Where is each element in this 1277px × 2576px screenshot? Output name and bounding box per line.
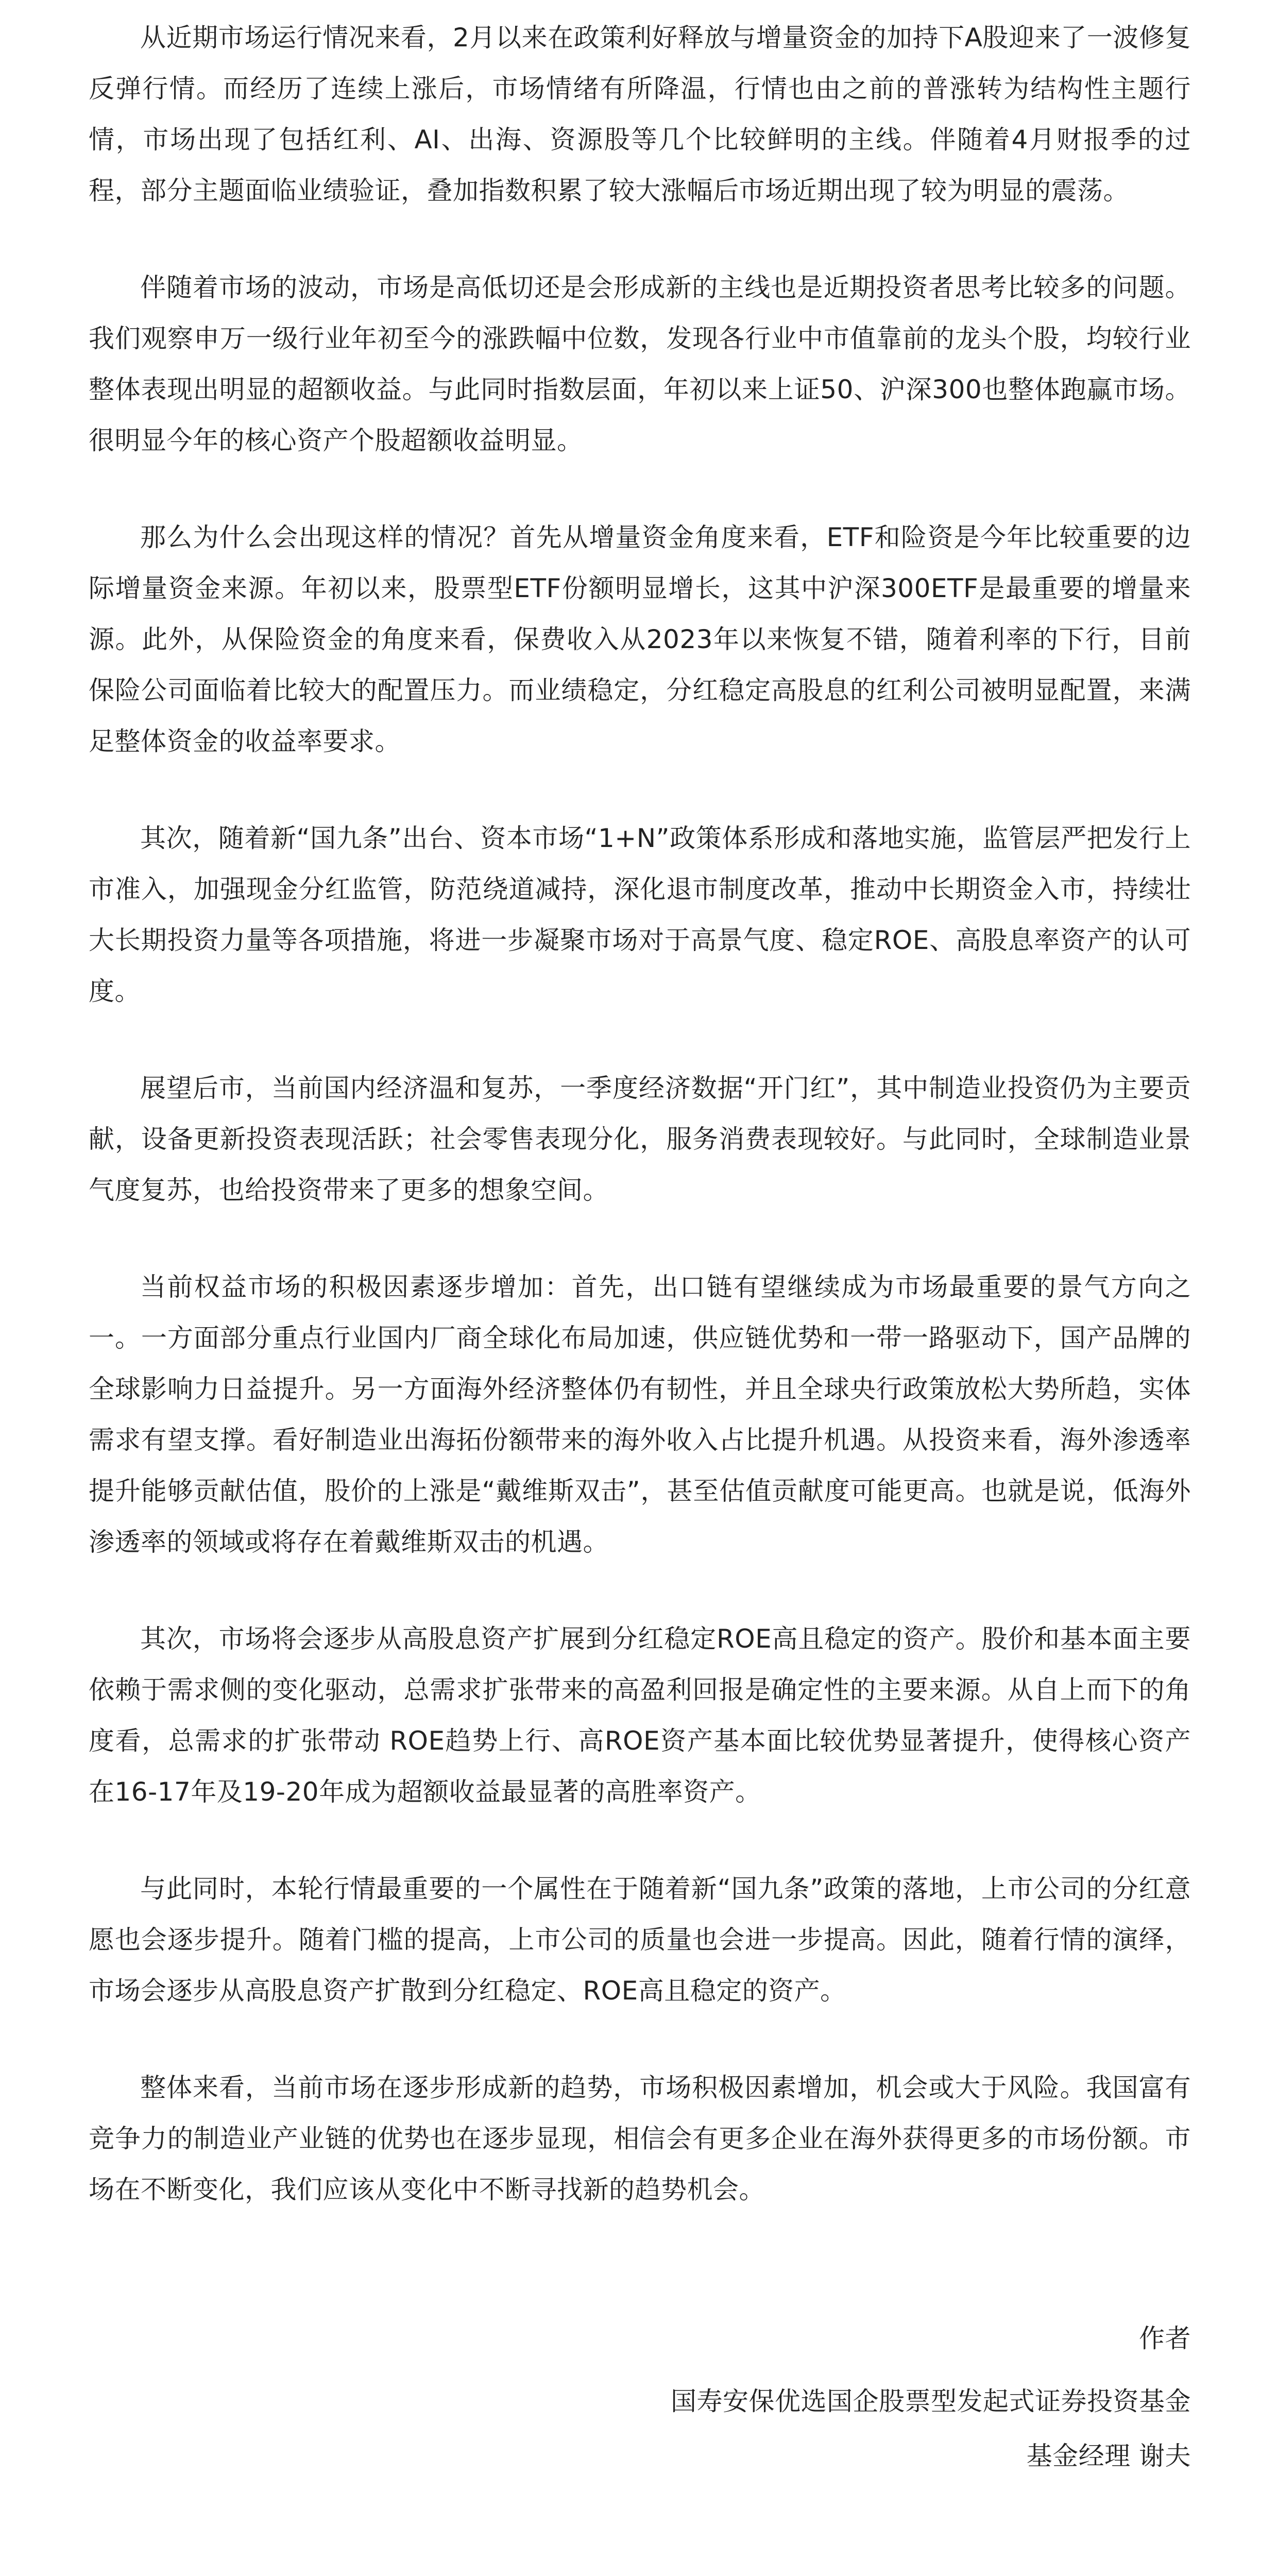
- article-paragraph-2: 伴随着市场的波动，市场是高低切还是会形成新的主线也是近期投资者思考比较多的问题。我们观察申万一级行业年初至今的涨跌幅中位数，发现各行业中市值靠前的龙头个股，均较行业整体表现出明显的超额收益。与此同时指数层面，年初以来上证50、沪深300也整体跑赢市场。很明显今年的核心资产个股超额收益明显。: [89, 273, 1191, 455]
- fund-manager: 基金经理 谢夫: [1026, 2441, 1191, 2471]
- article-paragraph-6: 当前权益市场的积极因素逐步增加：首先，出口链有望继续成为市场最重要的景气方向之一。一方面部分重点行业国内厂商全球化布局加速，供应链优势和一带一路驱动下，国产品牌的全球影响力日益提升。另一方面海外经济整体仍有韧性，并且全球央行政策放松大势所趋，实体需求有望支撑。看好制造业出海拓份额带来的海外收入占比提升机遇。从投资来看，海外渗透率提升能够贡献估值，股价的上涨是“戴维斯双击”，甚至估值贡献度可能更高。也就是说，低海外渗透率的领域或将存在着戴维斯双击的机遇。: [89, 1272, 1191, 1557]
- article-paragraph-9: 整体来看，当前市场在逐步形成新的趋势，市场积极因素增加，机会或大于风险。我国富有竞争力的制造业产业链的优势也在逐步显现，相信会有更多企业在海外获得更多的市场份额。市场在不断变化，我们应该从变化中不断寻找新的趋势机会。: [89, 2073, 1191, 2205]
- fund-name: 国寿安保优选国企股票型发起式证券投资基金: [671, 2386, 1191, 2416]
- article-paragraph-1: 从近期市场运行情况来看，2月以来在政策利好释放与增量资金的加持下A股迎来了一波修复反弹行情。而经历了连续上涨后，市场情绪有所降温，行情也由之前的普涨转为结构性主题行情，市场出现了包括红利、AI、出海、资源股等几个比较鲜明的主线。伴随着4月财报季的过程，部分主题面临业绩验证，叠加指数积累了较大涨幅后市场近期出现了较为明显的震荡。: [89, 23, 1191, 206]
- article-paragraph-5: 展望后市，当前国内经济温和复苏，一季度经济数据“开门红”，其中制造业投资仍为主要贡献，设备更新投资表现活跃；社会零售表现分化，服务消费表现较好。与此同时，全球制造业景气度复苏，也给投资带来了更多的想象空间。: [89, 1073, 1191, 1205]
- article-paragraph-8: 与此同时，本轮行情最重要的一个属性在于随着新“国九条”政策的落地，上市公司的分红意愿也会逐步提升。随着门槛的提高，上市公司的质量也会进一步提高。因此，随着行情的演绎，市场会逐步从高股息资产扩散到分红稳定、ROE高且稳定的资产。: [89, 1874, 1191, 2006]
- article-paragraph-3: 那么为什么会出现这样的情况？首先从增量资金角度来看，ETF和险资是今年比较重要的边际增量资金来源。年初以来，股票型ETF份额明显增长，这其中沪深300ETF是最重要的增量来源。此外，从保险资金的角度来看，保费收入从2023年以来恢复不错，随着利率的下行，目前保险公司面临着比较大的配置压力。而业绩稳定，分红稳定高股息的红利公司被明显配置，来满足整体资金的收益率要求。: [89, 522, 1191, 756]
- article-body: [89, 0, 1191, 2261]
- author-label: 作者: [1139, 2324, 1191, 2353]
- article-paragraph-7: 其次，市场将会逐步从高股息资产扩展到分红稳定ROE高且稳定的资产。股价和基本面主要依赖于需求侧的变化驱动，总需求扩张带来的高盈利回报是确定性的主要来源。从自上而下的角度看，总需求的扩张带动 ROE趋势上行、高ROE资产基本面比较优势显著提升，使得核心资产在16-17年及19-20年成为超额收益最显著的高胜率资产。: [89, 1624, 1191, 1807]
- article-paragraph-4: 其次，随着新“国九条”出台、资本市场“1+N”政策体系形成和落地实施，监管层严把发行上市准入，加强现金分红监管，防范绕道减持，深化退市制度改革，推动中长期资金入市，持续壮大长期投资力量等各项措施，将进一步凝聚市场对于高景气度、稳定ROE、高股息率资产的认可度。: [89, 823, 1191, 1006]
